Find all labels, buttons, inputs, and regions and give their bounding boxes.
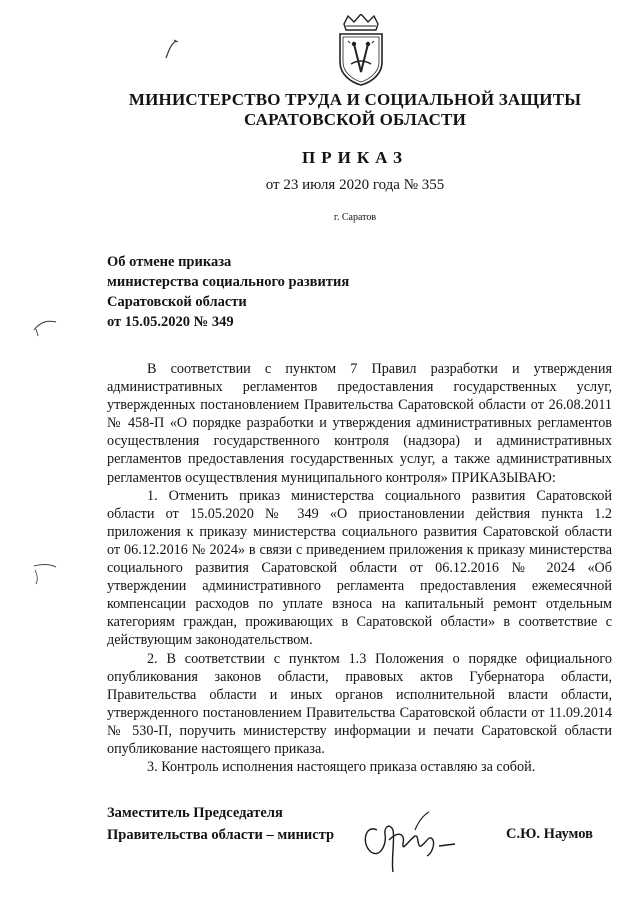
subject-line1: Об отмене приказа	[107, 254, 232, 270]
ministry-name	[90, 90, 620, 130]
preamble-paragraph: В соответствии с пунктом 7 Правил разработки и утверждения административных регламентов предоставления государственных услуг, утвержденных постановлением Правительства Саратовской области от 26.08.2011 № 458-П «О порядке разработки и утверждения административных регламентов осуществления государственного контроля (надзора) и административных регламентов предоставления государственных услуг, а также административных регламентов осуществления муниципального контроля» ПРИКАЗЫВАЮ:	[107, 361, 612, 486]
margin-mark	[30, 560, 60, 586]
order-date: от 23 июля 2020 года № 355	[265, 177, 445, 193]
signatory-title-line1: Заместитель Председателя	[107, 805, 283, 821]
order-body	[107, 360, 612, 776]
saratov-coat-of-arms-icon	[334, 14, 388, 86]
handwritten-signature	[355, 800, 475, 880]
order-item-3: 3. Контроль исполнения настоящего приказа оставляю за собой.	[147, 759, 536, 776]
pen-mark	[160, 38, 180, 62]
signatory-title-line2: Правительства области – министр	[107, 827, 335, 843]
order-title: ПРИКАЗ	[302, 148, 408, 167]
signatory-title	[107, 802, 367, 846]
order-city: г. Саратов	[333, 212, 377, 223]
order-item-2: 2. В соответствии с пунктом 1.3 Положения о порядке официального опубликования законов области, правовых актов Губернатора области, Правительства области и иных органов исполнительной власти области, утвержденного постановлением Правительства Саратовской области от 11.09.2014 № 530-П, поручить министерству информации и печати Саратовской области опубликование настоящего приказа.	[107, 650, 612, 757]
signatory-name: С.Ю. Наумов	[506, 826, 593, 842]
order-subject	[107, 252, 407, 332]
margin-mark	[30, 316, 60, 338]
ministry-name-line2: САРАТОВСКОЙ ОБЛАСТИ	[243, 110, 467, 129]
subject-line2: министерства социального развития	[107, 274, 350, 290]
subject-line4: от 15.05.2020 № 349	[107, 314, 234, 330]
subject-line3: Саратовской области	[107, 294, 247, 310]
order-item-1: 1. Отменить приказ министерства социального развития Саратовской области от 15.05.2020 № 349 «О приостановлении действия пункта 1.2 приложения к приказу министерства социального развития Саратовской области от 06.12.2016 № 2024» в связи с приведением приложения к приказу министерства социального развития Саратовской области от 06.12.2016 № 2024 «Об утверждении административного регламента предоставления ежемесячной компенсации расходов по уплате взноса на капитальный ремонт отдельным категориям граждан, проживающих в Саратовской области» в соответствие с действующим законодательством.	[107, 487, 612, 649]
ministry-name-line1: МИНИСТЕРСТВО ТРУДА И СОЦИАЛЬНОЙ ЗАЩИТЫ	[128, 90, 582, 109]
